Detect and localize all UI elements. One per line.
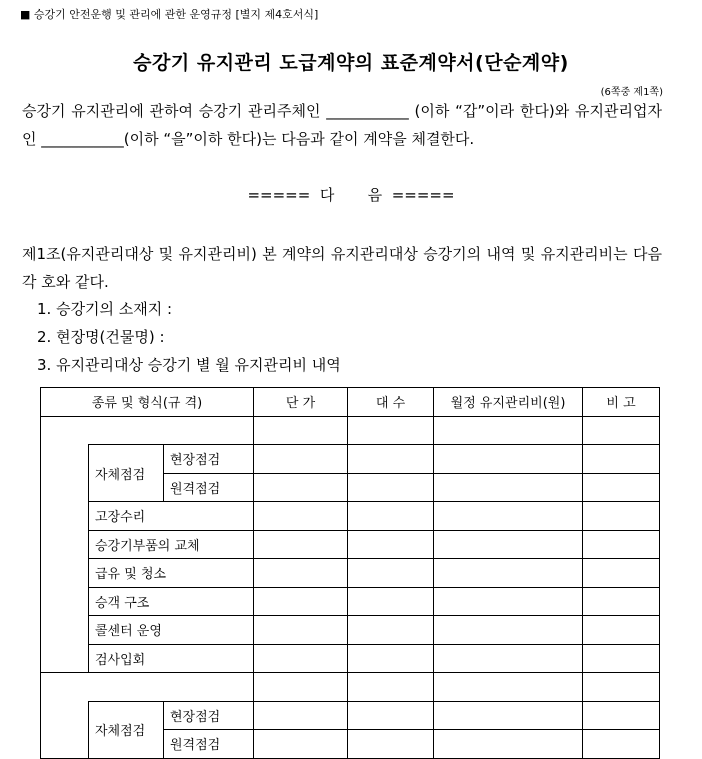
table-row xyxy=(41,644,660,673)
table-row xyxy=(41,559,660,588)
table-row xyxy=(41,701,660,730)
row-lubrication-cleaning: 급유 및 청소 xyxy=(89,559,254,588)
table-row xyxy=(41,530,660,559)
type-cell xyxy=(89,416,254,445)
header-remarks: 비 고 xyxy=(583,388,660,417)
type-cell xyxy=(89,673,254,702)
header-quantity: 대 수 xyxy=(348,388,434,417)
self-check-label: 자체점검 xyxy=(89,445,164,502)
table-header-row xyxy=(41,388,660,417)
row-inspection: 검사입회 xyxy=(89,644,254,673)
row-call-center: 콜센터 운영 xyxy=(89,616,254,645)
header-monthly-fee: 월정 유지관리비(원) xyxy=(434,388,583,417)
row-passenger-rescue: 승객 구조 xyxy=(89,587,254,616)
section-divider: ===== 다 음 ===== xyxy=(247,186,455,204)
row-repair: 고장수리 xyxy=(89,502,254,531)
maintenance-fee-table xyxy=(40,387,660,759)
intro-paragraph: 승강기 유지관리에 관하여 승강기 관리주체인 ___________ (이하 “갑”이라 한다)와 유지관리업자인 ___________(이하 “을”이하 한다)는 다음과 같이 계약을 체결한다. xyxy=(22,102,662,148)
article-1: 제1조(유지관리대상 및 유지관리비) 본 계약의 유지관리대상 승강기의 내역 및 유지관리비는 다음 각 호와 같다. xyxy=(22,245,662,291)
group-cell xyxy=(41,673,89,759)
document-title: 승강기 유지관리 도급계약의 표준계약서(단순계약) xyxy=(133,52,569,74)
onsite-check-label: 현장점검 xyxy=(164,701,254,730)
remote-check-label: 원격점검 xyxy=(164,473,254,502)
page-indicator: (6쪽중 제1쪽) xyxy=(600,87,663,98)
row-parts-replacement: 승강기부품의 교체 xyxy=(89,530,254,559)
remote-check-label: 원격점검 xyxy=(164,730,254,759)
form-reference-note: ■ 승강기 안전운행 및 관리에 관한 운영규정 [별지 제4호서식] xyxy=(20,8,319,21)
item-location: 1. 승강기의 소재지 : xyxy=(37,300,173,318)
item-fee-breakdown: 3. 유지관리대상 승강기 별 월 유지관리비 내역 xyxy=(37,356,341,374)
self-check-label: 자체점검 xyxy=(89,701,164,758)
table-row xyxy=(41,587,660,616)
table-row xyxy=(41,673,660,702)
table-row xyxy=(41,445,660,474)
onsite-check-label: 현장점검 xyxy=(164,445,254,474)
table-row xyxy=(41,616,660,645)
header-type: 종류 및 형식(규 격) xyxy=(41,388,254,417)
item-site-name: 2. 현장명(건물명) : xyxy=(37,328,165,346)
table-row xyxy=(41,416,660,445)
group-cell xyxy=(41,416,89,673)
header-unit-price: 단 가 xyxy=(254,388,348,417)
table-row xyxy=(41,502,660,531)
